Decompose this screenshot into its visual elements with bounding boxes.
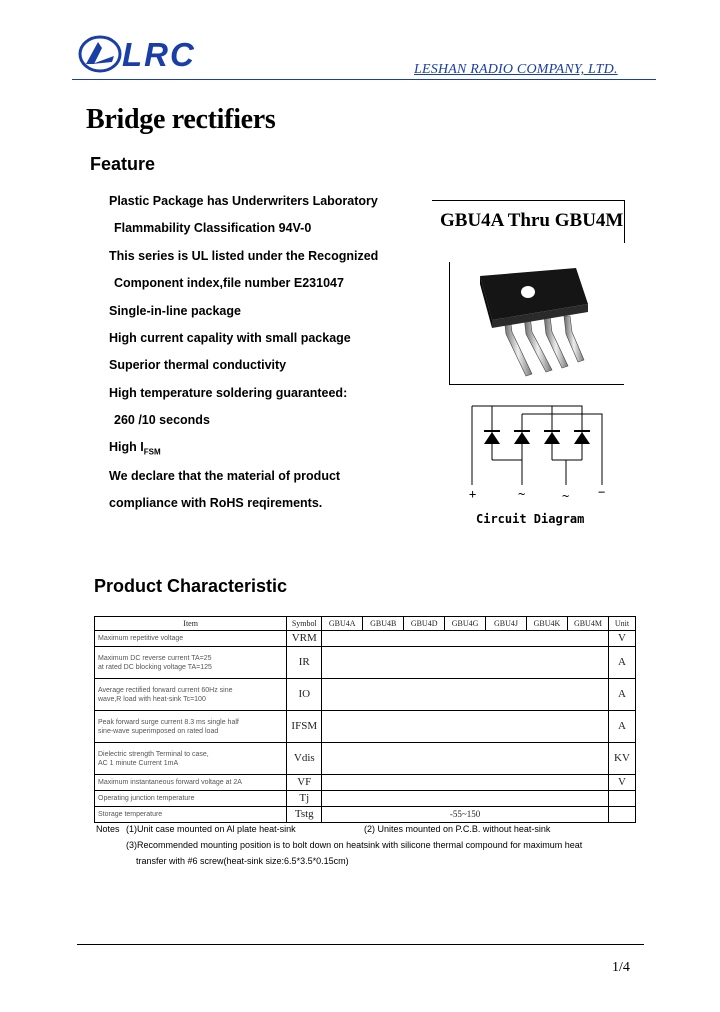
value-cell	[322, 775, 609, 791]
col-gbu4d: GBU4D	[404, 617, 445, 631]
circuit-caption: Circuit Diagram	[476, 512, 585, 526]
item-text: AC 1 minute Current 1mA	[98, 759, 179, 767]
item-cell	[95, 743, 287, 775]
feature-line: High temperature soldering guaranteed:	[109, 386, 348, 400]
unit-cell	[608, 791, 635, 807]
unit-cell: A	[608, 679, 635, 711]
product-heading: Product Characteristic	[94, 576, 288, 596]
table-row	[95, 791, 636, 807]
table-header-row	[95, 617, 636, 631]
part-range: GBU4A Thru GBU4M	[440, 210, 624, 231]
circuit-diagram	[460, 400, 620, 506]
unit-cell: A	[608, 711, 635, 743]
symbol-cell: VF	[287, 775, 322, 791]
feature-line: Component index,file number E231047	[114, 276, 344, 290]
col-gbu4k: GBU4K	[527, 617, 568, 631]
item-cell	[95, 791, 287, 807]
unit-cell	[608, 807, 635, 823]
item-text: wave,R load with heat-sink Tc=100	[98, 695, 206, 703]
feature-line: 260 /10 seconds	[114, 413, 210, 427]
item-text: Dielectric strength Terminal to case,	[98, 750, 209, 758]
ifsm-sub: FSM	[143, 447, 161, 457]
item-cell	[95, 647, 287, 679]
feature-line: We declare that the material of product	[109, 469, 341, 483]
item-cell	[95, 807, 287, 823]
item-cell	[95, 775, 287, 791]
value-cell	[322, 679, 609, 711]
item-text: Peak forward surge current 8.3 ms single half	[98, 718, 239, 726]
symbol-cell: IFSM	[287, 711, 322, 743]
lrc-logo-icon	[78, 34, 122, 74]
feature-line-ifsm	[109, 440, 161, 457]
item-text: at rated DC blocking voltage TA=125	[98, 663, 212, 671]
col-gbu4a: GBU4A	[322, 617, 363, 631]
value-cell	[322, 743, 609, 775]
feature-line: Flammability Classification 94V-0	[114, 221, 312, 235]
unit-cell: A	[608, 647, 635, 679]
company-name: LESHAN RADIO COMPANY, LTD.	[414, 62, 618, 77]
symbol-cell: IO	[287, 679, 322, 711]
col-symbol: Symbol	[287, 617, 322, 631]
terminal-plus: +	[469, 487, 477, 501]
value-cell: -55~150	[322, 807, 609, 823]
feature-line: This series is UL listed under the Recognized	[109, 249, 379, 263]
item-text: Maximum instantaneous forward voltage at 2A	[98, 779, 242, 786]
spec-table	[94, 616, 636, 823]
feature-line: compliance with RoHS reqirements.	[109, 496, 323, 510]
footer-rule	[77, 944, 644, 945]
item-text: Storage temperature	[98, 811, 163, 818]
symbol-cell: IR	[287, 647, 322, 679]
item-text: Maximum repetitive voltage	[98, 635, 184, 642]
value-cell	[322, 647, 609, 679]
item-cell	[95, 679, 287, 711]
symbol-cell: Vdis	[287, 743, 322, 775]
note-3: (3)Recommended mounting position is to bolt down on heatsink with silicone thermal compound for maximum heat	[126, 840, 583, 850]
col-item: Item	[95, 617, 287, 631]
value-cell	[322, 631, 609, 647]
value-cell	[322, 711, 609, 743]
note-2: (2) Unites mounted on P.C.B. without heat-sink	[364, 824, 551, 834]
value-cell	[322, 791, 609, 807]
unit-cell: KV	[608, 743, 635, 775]
terminal-minus: −	[598, 485, 606, 499]
table-row	[95, 631, 636, 647]
unit-cell: V	[608, 775, 635, 791]
unit-cell: V	[608, 631, 635, 647]
table-row	[95, 775, 636, 791]
item-text: Maximum DC reverse current TA=25	[98, 654, 212, 662]
ifsm-prefix: High I	[109, 440, 144, 454]
header-rule	[72, 79, 656, 80]
page-title: Bridge rectifiers	[86, 104, 276, 135]
logo-text: LRC	[122, 36, 196, 73]
feature-line: Single-in-line package	[109, 304, 241, 318]
terminal-ac-1: ~	[518, 487, 526, 501]
terminal-ac-2: ~	[562, 489, 570, 503]
feature-line: Plastic Package has Underwriters Laboratory	[109, 194, 378, 208]
note-3-cont: transfer with #6 screw(heat-sink size:6.5*3.5*0.15cm)	[136, 856, 349, 866]
symbol-cell: Tstg	[287, 807, 322, 823]
package-photo	[476, 264, 596, 382]
feature-line: High current capality with small package	[109, 331, 351, 345]
col-gbu4m: GBU4M	[567, 617, 608, 631]
col-gbu4g: GBU4G	[445, 617, 486, 631]
item-cell	[95, 631, 287, 647]
page-number: 1/4	[612, 960, 630, 975]
item-cell	[95, 711, 287, 743]
item-text: Average rectified forward current 60Hz sine	[98, 686, 233, 694]
col-unit: Unit	[608, 617, 635, 631]
notes-label: Notes	[96, 824, 120, 834]
feature-line: Superior thermal conductivity	[109, 358, 287, 372]
table-row	[95, 647, 636, 679]
note-1: (1)Unit case mounted on Al plate heat-sink	[126, 824, 296, 834]
table-row	[95, 679, 636, 711]
table-row	[95, 743, 636, 775]
item-text: Operating junction temperature	[98, 795, 195, 802]
table-row	[95, 711, 636, 743]
col-gbu4j: GBU4J	[486, 617, 527, 631]
symbol-cell: VRM	[287, 631, 322, 647]
item-text: sine-wave superimposed on rated load	[98, 727, 219, 735]
col-gbu4b: GBU4B	[363, 617, 404, 631]
table-row	[95, 807, 636, 823]
symbol-cell: Tj	[287, 791, 322, 807]
feature-heading: Feature	[90, 154, 156, 174]
